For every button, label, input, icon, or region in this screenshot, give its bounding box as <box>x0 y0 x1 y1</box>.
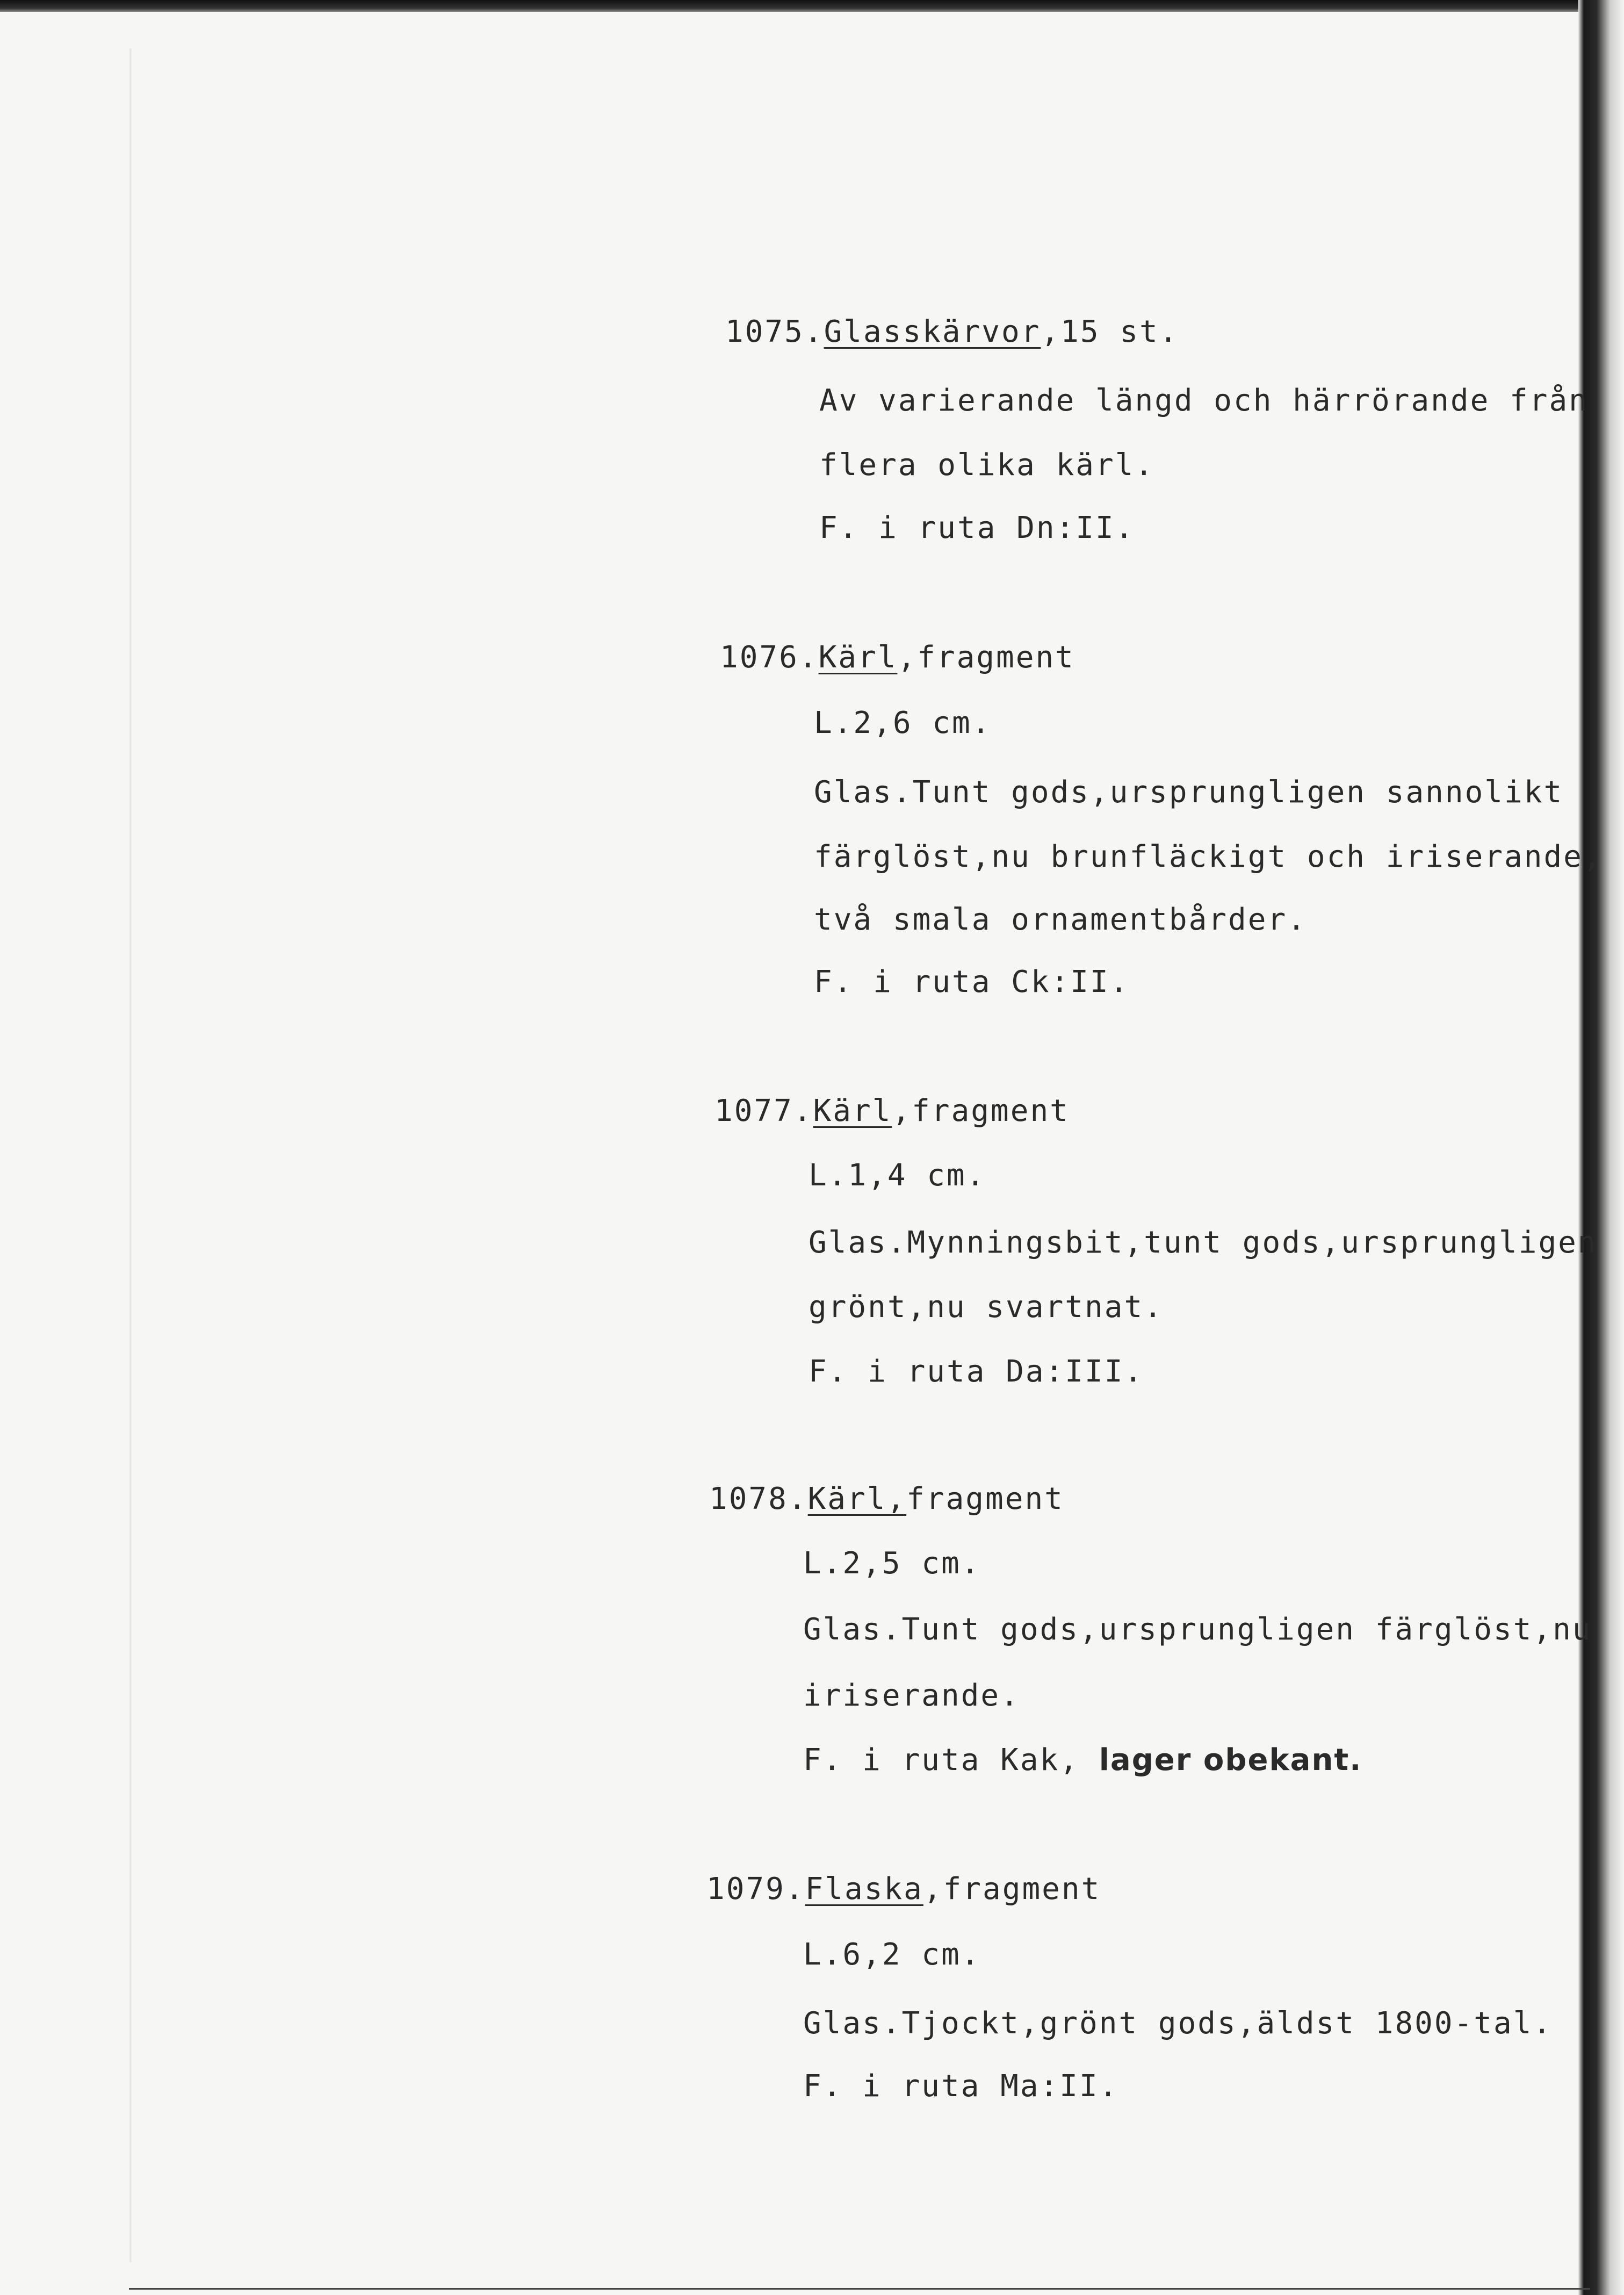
entry-suffix: ,fragment <box>923 1872 1101 1906</box>
entry-title: Kärl <box>818 640 898 675</box>
entry-line: F. i ruta Ma:II. <box>803 2069 1119 2104</box>
entry-number: 1078. <box>709 1481 808 1516</box>
page-crease <box>129 48 132 2262</box>
entry-line: L.2,6 cm. <box>814 706 992 740</box>
entry-suffix: ,fragment <box>897 640 1075 675</box>
scan-top-border <box>0 0 1624 12</box>
entry-heading <box>709 1481 1064 1516</box>
entry-number: 1075. <box>725 314 824 349</box>
entry-line: L.6,2 cm. <box>803 1937 981 1972</box>
entry-line: Av varierande längd och härrörande från <box>819 383 1589 418</box>
entry-line: flera olika kärl. <box>819 448 1155 483</box>
entry-line: F. i ruta Dn:II. <box>819 510 1135 545</box>
entry-suffix: ,fragment <box>892 1093 1070 1128</box>
entry-line: iriserande. <box>803 1678 1020 1713</box>
entry-number: 1077. <box>714 1093 813 1128</box>
entry-heading <box>725 314 1179 349</box>
scan-bottom-edge <box>129 2288 1590 2295</box>
entry-title: Flaska <box>805 1872 923 1906</box>
entry-line: två smala ornamentbårder. <box>814 902 1307 937</box>
entry-title: Glasskärvor <box>824 314 1041 349</box>
entry-heading <box>714 1093 1070 1128</box>
entry-heading <box>706 1874 1101 1904</box>
entry-line: grönt,nu svartnat. <box>809 1290 1164 1325</box>
entry-line: Glas.Mynningsbit,tunt gods,ursprungligen <box>809 1225 1598 1260</box>
entry-suffix: ,15 st. <box>1041 314 1179 349</box>
book-binding-edge <box>1578 0 1624 2295</box>
entry-line: F. i ruta Da:III. <box>809 1354 1144 1389</box>
entry-title: Kärl <box>813 1093 892 1128</box>
entry-line: L.2,5 cm. <box>803 1546 981 1581</box>
entry-added-note: lager obekant. <box>1099 1743 1362 1778</box>
entry-line <box>803 1743 1362 1778</box>
entry-line: L.1,4 cm. <box>809 1158 986 1193</box>
entry-line: Glas.Tjockt,grönt gods,äldst 1800-tal. <box>803 2006 1553 2041</box>
entry-findspot: F. i ruta Kak, <box>803 1743 1080 1778</box>
entry-heading <box>720 640 1075 675</box>
entry-line: färglöst,nu brunfläckigt och iriserande, <box>814 839 1603 874</box>
entry-suffix: fragment <box>906 1481 1064 1516</box>
entry-number: 1076. <box>720 640 819 675</box>
entry-line: Glas.Tunt gods,ursprungligen sannolikt <box>814 775 1564 810</box>
entry-line: F. i ruta Ck:II. <box>814 965 1130 999</box>
entry-title: Kärl, <box>807 1481 907 1516</box>
entry-number: 1079. <box>706 1872 805 1906</box>
entry-line: Glas.Tunt gods,ursprungligen färglöst,nu <box>803 1612 1592 1647</box>
